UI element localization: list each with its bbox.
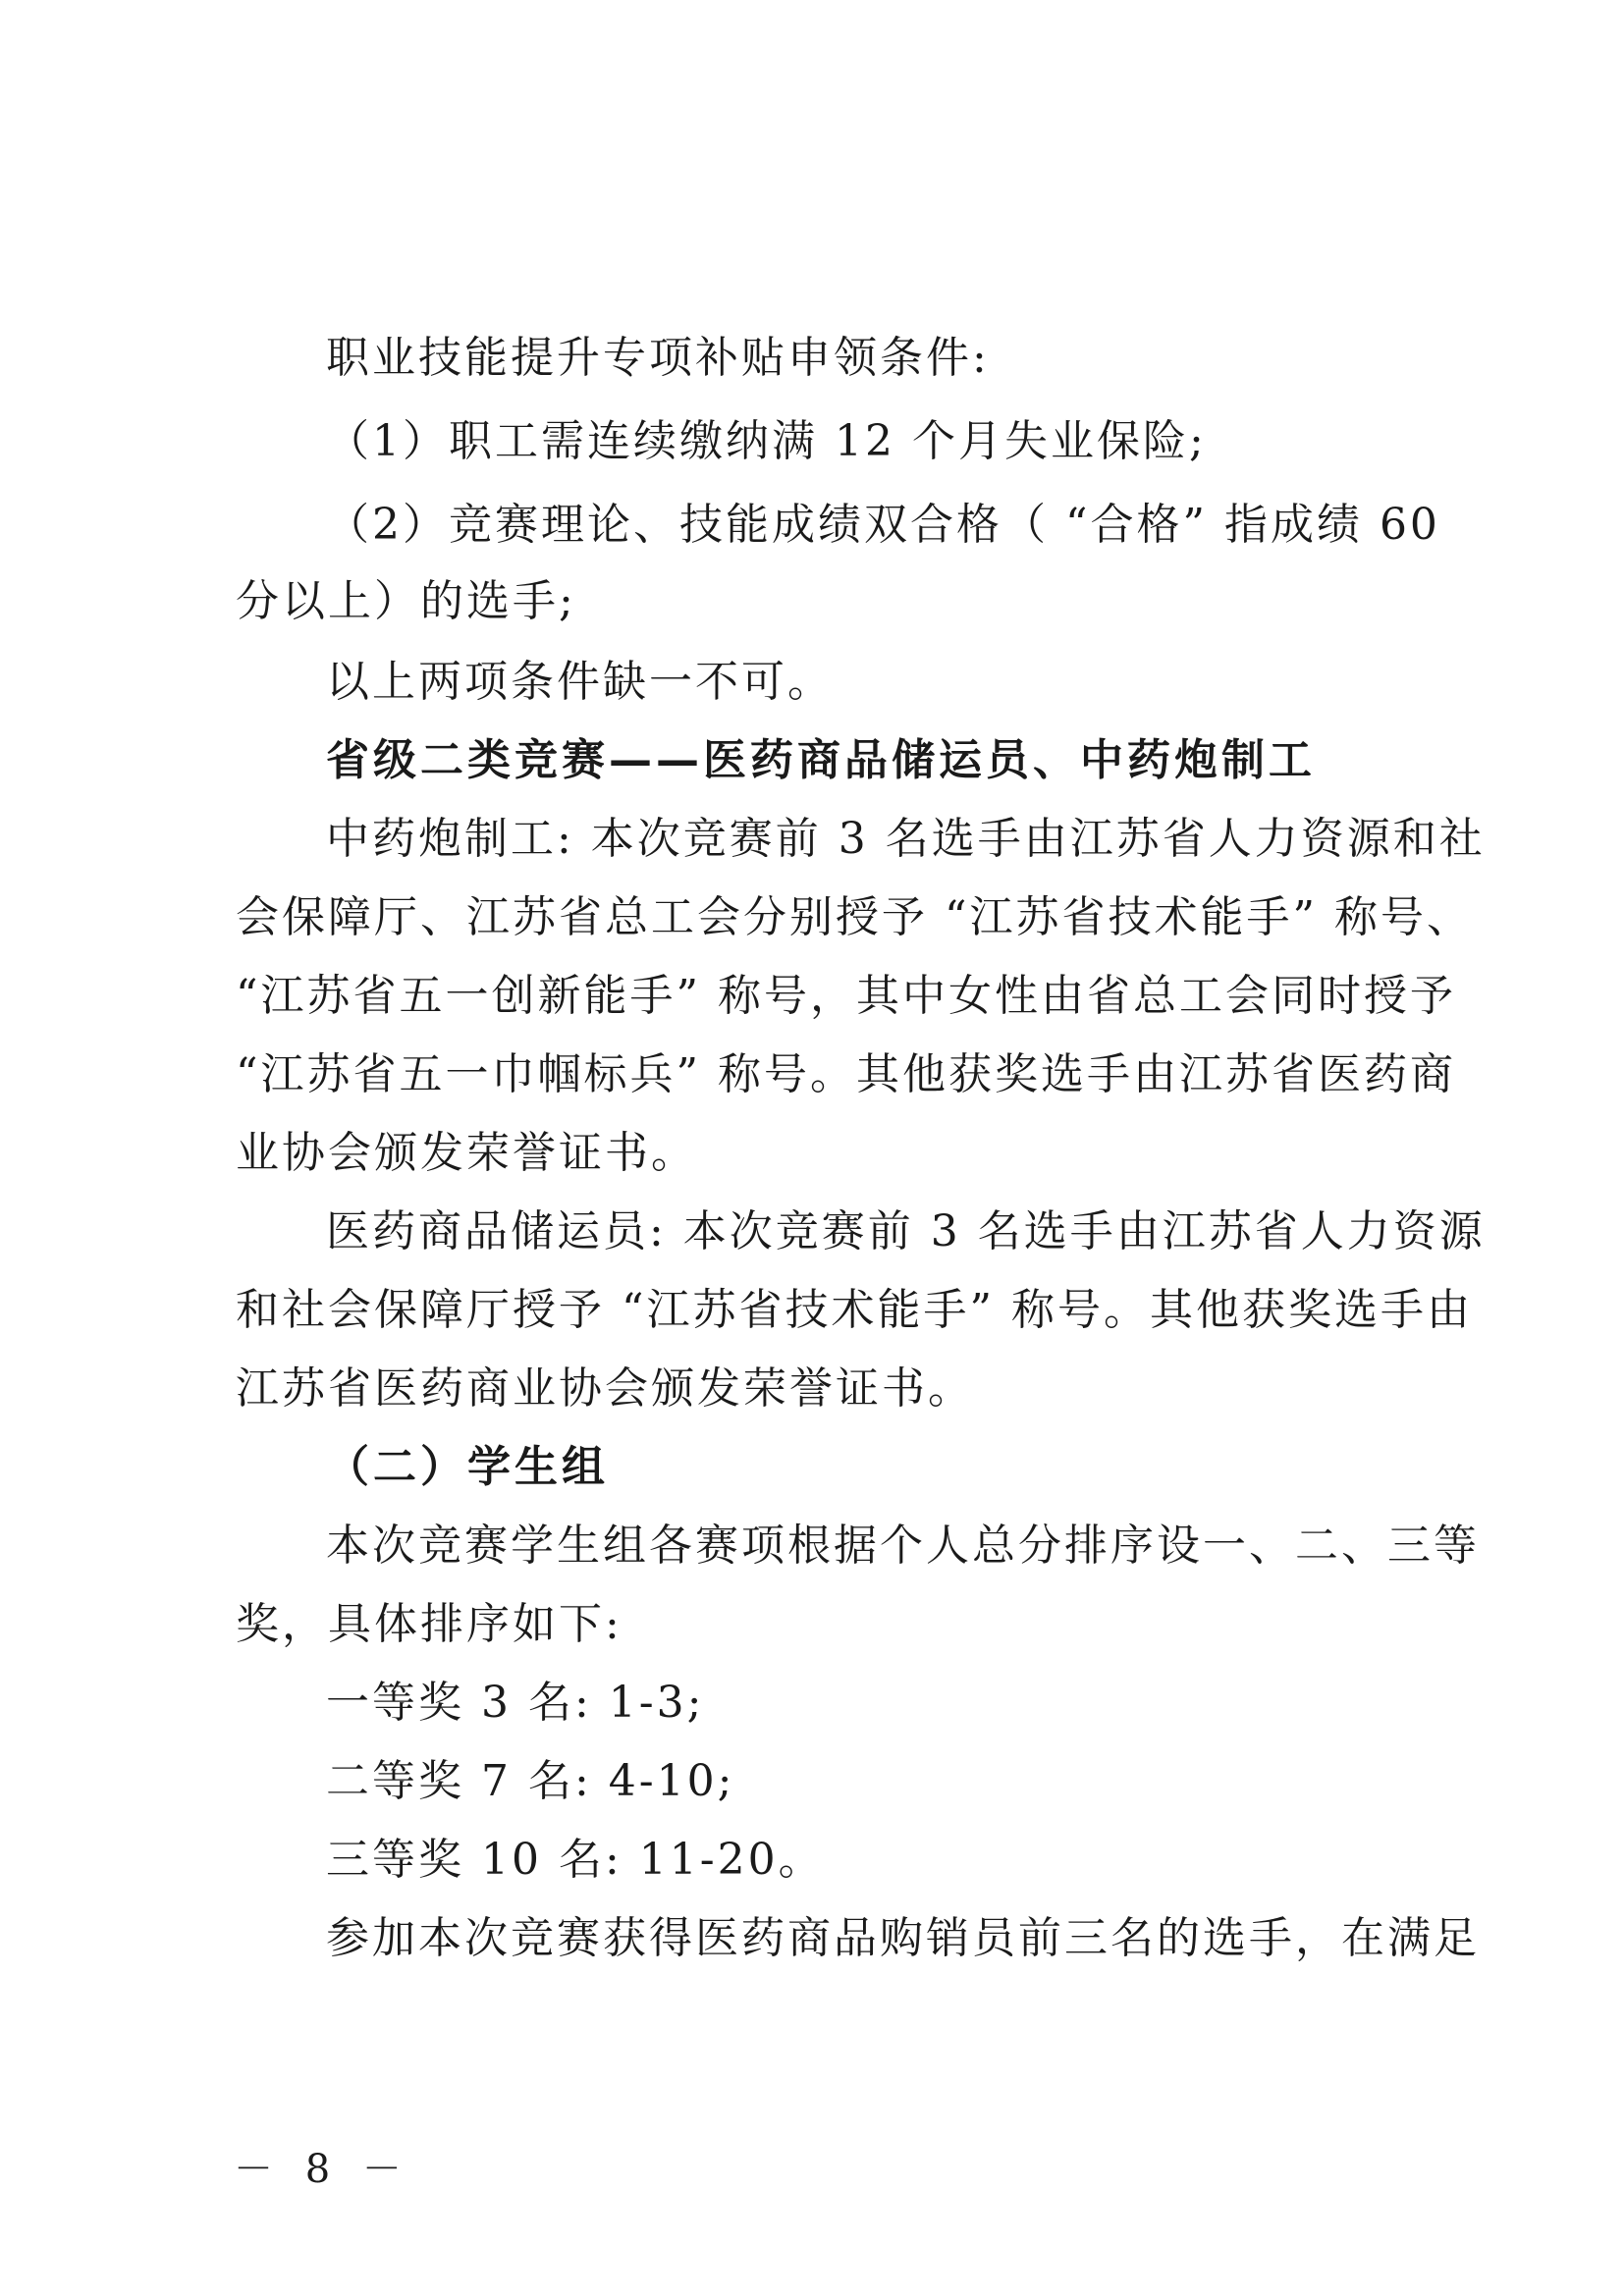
paragraph-purchase-sales-line1: 参加本次竞赛获得医药商品购销员前三名的选手，在满足 — [326, 1913, 1480, 1963]
paragraph-storage-line3: 江苏省医药商业协会颁发荣誉证书。 — [236, 1363, 974, 1414]
paragraph-tcm-processing-line1: 中药炮制工: 本次竞赛前 3 名选手由江苏省人力资源和社 — [326, 814, 1486, 864]
paragraph-storage-line1: 医药商品储运员: 本次竞赛前 3 名选手由江苏省人力资源 — [326, 1206, 1486, 1256]
paragraph-condition-2-line1: （2）竞赛理论、技能成绩双合格（ “合格” 指成绩 60 — [326, 500, 1440, 550]
award-first-prize: 一等奖 3 名: 1-3; — [326, 1678, 705, 1728]
paragraph-condition-1: （1）职工需连续缴纳满 12 个月失业保险; — [326, 416, 1207, 466]
award-second-prize: 二等奖 7 名: 4-10; — [326, 1756, 735, 1806]
paragraph-subsidy-conditions-heading: 职业技能提升专项补贴申领条件: — [326, 333, 990, 383]
paragraph-tcm-processing-line5: 业协会颁发荣誉证书。 — [236, 1128, 697, 1178]
paragraph-condition-2-line2: 分以上）的选手; — [236, 576, 576, 626]
paragraph-conditions-note: 以上两项条件缺一不可。 — [326, 657, 834, 707]
award-third-prize: 三等奖 10 名: 11-20。 — [326, 1835, 825, 1885]
section-heading-student-group: （二）学生组 — [326, 1442, 609, 1492]
paragraph-tcm-processing-line4: “江苏省五一巾帼标兵” 称号。其他获奖选手由江苏省医药商 — [236, 1049, 1456, 1099]
section-heading-provincial-class2: 省级二类竞赛——医药商品储运员、中药炮制工 — [326, 735, 1316, 785]
page-number: － 8 － — [234, 2147, 411, 2192]
paragraph-tcm-processing-line3: “江苏省五一创新能手” 称号，其中女性由省总工会同时授予 — [236, 971, 1456, 1021]
paragraph-student-awards-line2: 奖，具体排序如下: — [236, 1599, 623, 1649]
paragraph-storage-line2: 和社会保障厅授予 “江苏省技术能手” 称号。其他获奖选手由 — [236, 1285, 1473, 1335]
paragraph-tcm-processing-line2: 会保障厅、江苏省总工会分别授予 “江苏省技术能手” 称号、 — [236, 892, 1473, 942]
paragraph-student-awards-line1: 本次竞赛学生组各赛项根据个人总分排序设一、二、三等 — [326, 1521, 1480, 1571]
